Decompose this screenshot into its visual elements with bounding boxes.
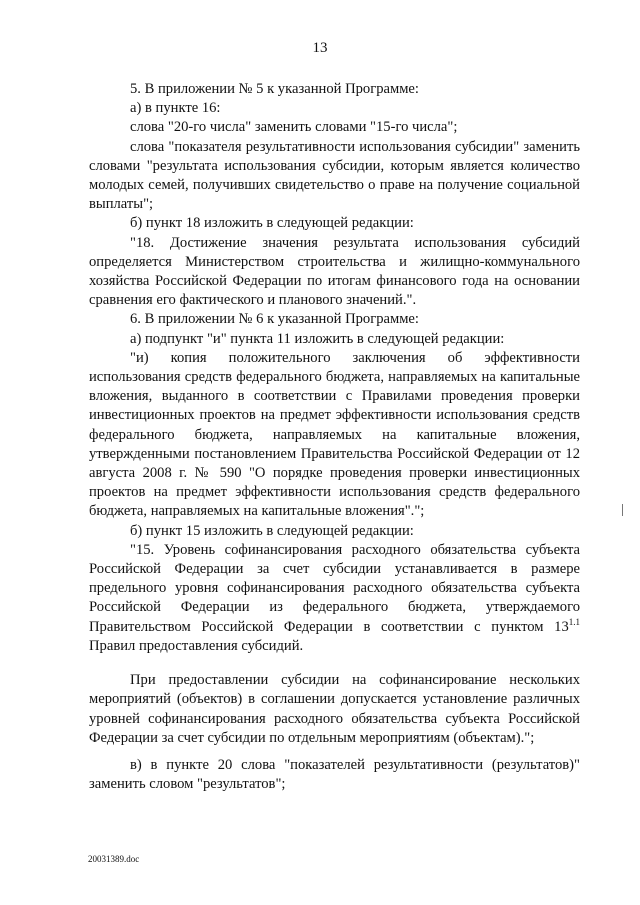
point-15-text: "15. Уровень софинансирования расходного обязательства субъекта Российской Федерации за счет субсидии устанавливается в размере предельного уровня софинансирования расходного обязательства субъекта Российской Федерации из федерального бюджета, утверждаемого Правительством Российской Федерации в соответствии с пунктом 13 [89,541,580,635]
paragraph-subitem-v-20: в) в пункте 20 слова "показателей результативности (результатов)" заменить словом "результатов"; [89,756,580,793]
paragraph-subitem-a-11: а) подпункт "и" пункта 11 изложить в следующей редакции: [130,330,505,347]
paragraph-subitem-b-18: б) пункт 18 изложить в следующей редакции: [130,215,414,232]
paragraph-words-replace: слова "20-го числа" заменить словами "15-го числа"; [130,119,458,136]
file-footer: 20031389.doc [88,854,140,864]
paragraph-point-15 [89,541,580,656]
paragraph-point-18: "18. Достижение значения результата использования субсидий определяется Министерством строительства и жилищно-коммунального хозяйства Российской Федерации по итогам финансового года на основании сравнения его фактического и планового значений.". [89,234,580,309]
paragraph-subitem-b-15: б) пункт 15 изложить в следующей редакции: [130,522,414,539]
paragraph-several-events: При предоставлении субсидии на софинансирование нескольких мероприятий (объектов) в соглашении допускается установление различных уровней софинансирования расходного обязательства субъекта Российской Федерации за счет субсидии по отдельным мероприятиям (объектам)."; [89,672,580,746]
document-body [89,80,580,794]
point-13-superscript: 1.1 [568,616,580,627]
paragraph-item-5: 5. В приложении № 5 к указанной Программе: [130,81,419,97]
page-number: 13 [312,40,328,56]
paragraph-subpoint-i: "и) копия положительного заключения об эффективности использования средств федерального бюджета, направляемых на капитальные вложения, выданного в соответствии с Правилами проведения проверки инвестиционных проектов на предмет эффективности использования средств федерального бюджета, направляемых на капитальные вложения, утвержденными постановлением Правительства Российской Федерации от 12 августа 2008 г. № 590 "О порядке проведения проверки инвестиционных проектов на предмет эффективности использования средств федерального бюджета, направляемых на капитальные вложения"."; [89,349,580,520]
paragraph-indicator-replace: слова "показателя результативности использования субсидии" заменить словами "результата использования субсидии, которым является количество молодых семей, получивших свидетельство о праве на получение социальной выплаты"; [89,138,580,213]
paragraph-item-6: 6. В приложении № 6 к указанной Программе: [130,311,419,328]
paragraph-subitem-a: а) в пункте 16: [130,100,221,117]
margin-mark [622,504,626,516]
point-15-text-end: Правил предоставления субсидий. [89,637,304,654]
